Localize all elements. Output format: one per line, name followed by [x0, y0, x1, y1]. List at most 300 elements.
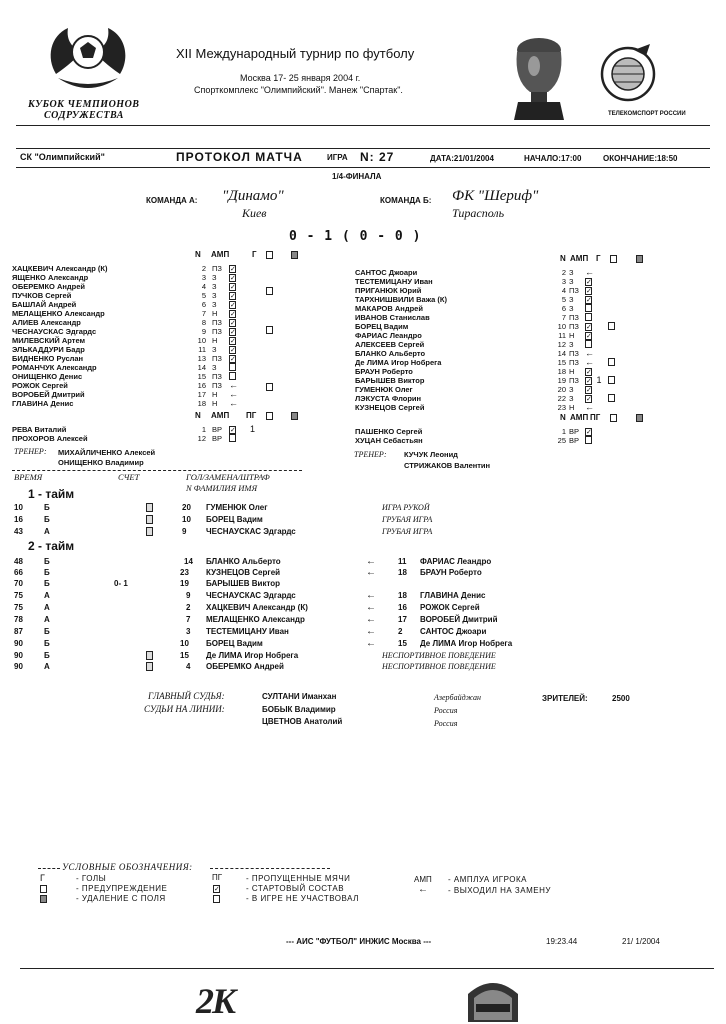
team-b-gk-name: ПАШЕНКО Сергей	[355, 427, 423, 436]
event-player-number: 7	[186, 615, 191, 624]
event-minute: 87	[14, 627, 23, 636]
legend-goal-key: Г	[40, 873, 45, 883]
team-b-player-name: Де ЛИМА Игор Нобрега	[355, 358, 442, 367]
footer-time: 19:23.44	[546, 937, 578, 946]
not-played-box-icon	[585, 313, 592, 321]
substitution-arrow-icon: ←	[366, 590, 376, 601]
event-sub-number: 2	[398, 627, 403, 636]
team-a-player-number: 2	[201, 264, 206, 273]
team-a-player-number: 10	[197, 336, 206, 345]
team-b-player-position: ПЗ	[569, 313, 579, 322]
team-b-player-name: ИВАНОВ Станислав	[355, 313, 430, 322]
starting-lineup-check-icon: ✓	[230, 302, 236, 309]
team-b-player-position: ПЗ	[569, 322, 579, 331]
starting-lineup-check-icon: ✓	[586, 378, 592, 385]
starting-lineup-check-icon: ✓	[586, 333, 592, 340]
gk-a-col-red-icon	[291, 412, 298, 420]
yellow-card-icon	[146, 651, 153, 660]
event-player-number: 14	[184, 557, 193, 566]
protocol-top-rule	[16, 148, 710, 149]
team-b-player-position: Н	[569, 403, 575, 412]
team-a-player-name: ЧЕСНАУСКАС Эдгардс	[12, 327, 97, 336]
event-player-name: ЧЕСНАУСКАС Эдгардс	[206, 527, 296, 536]
team-a-player-position: ПЗ	[212, 264, 222, 273]
yellow-card-icon	[146, 662, 153, 671]
starting-lineup-check-icon: ✓	[230, 338, 236, 345]
goals-conceded: 1	[250, 424, 256, 434]
team-a-player-name: МИЛЕВСКИЙ Артем	[12, 336, 86, 345]
event-player-number: 19	[180, 579, 189, 588]
goal-count	[594, 295, 604, 304]
team-b-player-number: 7	[561, 313, 566, 322]
team-a-player-name: БАШЛАЙ Андрей	[12, 300, 77, 309]
event-sub-number: 16	[398, 603, 407, 612]
event-team: Б	[44, 651, 50, 660]
substitution-arrow-icon: ←	[366, 638, 376, 649]
team-a-roster-names	[12, 264, 192, 408]
event-row	[14, 502, 534, 513]
event-minute: 48	[14, 557, 23, 566]
event-team: Б	[44, 557, 50, 566]
team-b-player-position: ПЗ	[569, 286, 579, 295]
stage-label: 1/4-ФИНАЛА	[332, 172, 382, 181]
yellow-card-icon	[266, 326, 273, 334]
event-sub-name: Де ЛИМА Игор Нобрега	[420, 639, 513, 648]
event-row	[14, 638, 534, 649]
legend-red-card-desc: - УДАЛЕНИЕ С ПОЛЯ	[76, 894, 166, 903]
event-player-name: Де ЛИМА Игор Нобрега	[206, 651, 299, 660]
events-col-time: ВРЕМЯ	[14, 472, 43, 482]
team-a-player-name: ГЛАВИНА Денис	[12, 399, 74, 408]
event-minute: 90	[14, 651, 23, 660]
event-team: Б	[44, 503, 50, 512]
team-a-roster-amp	[212, 264, 228, 408]
team-b-player-number: 15	[557, 358, 566, 367]
team-b-player-name: САНТОС Джоари	[355, 268, 418, 277]
event-team: Б	[44, 568, 50, 577]
team-b-city: Тирасполь	[452, 206, 505, 220]
substitute-arrow-icon: ←	[229, 389, 238, 399]
team-b-gk-position: ВР	[569, 427, 580, 436]
starting-lineup-check-icon: ✓	[586, 288, 592, 295]
event-sub-name: ФАРИАС Леандро	[420, 557, 492, 566]
legend-start-desc: - СТАРТОВЫЙ СОСТАВ	[246, 884, 345, 893]
team-b-col-g: Г	[596, 254, 601, 263]
team-b-gk-conceded	[596, 427, 606, 445]
team-a-player-position: ПЗ	[212, 354, 222, 363]
footer-rule	[20, 968, 714, 969]
legend-pg-key: ПГ	[212, 873, 223, 882]
team-b-player-number: 5	[561, 295, 566, 304]
team-a-player-position: ПЗ	[212, 318, 222, 327]
event-player-number: 9	[186, 591, 191, 600]
event-minute: 16	[14, 515, 23, 524]
team-a-roster-status	[229, 264, 241, 408]
trophy-icon	[504, 30, 574, 122]
team-a-player-number: 9	[201, 327, 206, 336]
protocol-mid-rule	[16, 167, 710, 168]
team-b-player-position: Н	[569, 367, 575, 376]
event-team: А	[44, 662, 50, 671]
referee-label: ГЛАВНЫЙ СУДЬЯ:	[148, 691, 225, 701]
team-a-player-position: З	[212, 273, 217, 282]
team-b-player-name: ТЕСТЕМИЦАНУ Иван	[355, 277, 433, 286]
team-a-player-number: 8	[201, 318, 206, 327]
team-a-coach-1: МИХАЙЛИЧЕНКО Алексей	[58, 448, 156, 457]
linesman-1-name: БОБЫК Владимир	[262, 705, 336, 714]
starting-lineup-check-icon: ✓	[586, 279, 592, 286]
goals-conceded	[250, 434, 260, 443]
event-team: Б	[44, 627, 50, 636]
yellow-card-icon	[266, 383, 273, 391]
starting-lineup-check-icon: ✓	[230, 311, 236, 318]
spectators-count: 2500	[612, 694, 630, 703]
team-b-col-n: N	[560, 254, 566, 263]
starting-lineup-check-icon: ✓	[586, 429, 592, 436]
telecomsport-emblem-icon	[594, 40, 662, 106]
gk-a-col-pg: ПГ	[246, 411, 257, 420]
event-minute: 70	[14, 579, 23, 588]
team-a-coach-label: ТРЕНЕР:	[14, 447, 47, 456]
cup-logo-icon	[38, 18, 138, 100]
events-col-type: ГОЛ/ЗАМЕНА/ШТРАФ	[186, 472, 270, 482]
event-team: Б	[44, 639, 50, 648]
event-player-name: ТЕСТЕМИЦАНУ Иван	[206, 627, 289, 636]
gk-b-col-red-icon	[636, 414, 643, 422]
team-a-player-position: ПЗ	[212, 372, 222, 381]
sponsor-logo-2k: 2K	[196, 981, 235, 1021]
team-b-player-number: 10	[557, 322, 566, 331]
team-b-player-name: БОРЕЦ Вадим	[355, 322, 409, 331]
not-played-box-icon	[229, 372, 236, 380]
team-b-coach-1: КУЧУК Леонид	[404, 450, 458, 459]
team-b-player-position: Н	[569, 331, 575, 340]
team-a-player-position: З	[212, 291, 217, 300]
team-a-player-number: 13	[197, 354, 206, 363]
team-b-player-name: КУЗНЕЦОВ Сергей	[355, 403, 425, 412]
logo-text-1: КУБОК ЧЕМПИОНОВ	[28, 99, 140, 110]
gk-a-col-warn-icon	[266, 412, 273, 420]
event-player-number: 10	[180, 639, 189, 648]
yellow-card-icon	[146, 503, 153, 512]
substitution-arrow-icon: ←	[366, 602, 376, 613]
team-a-roster-numbers	[192, 264, 206, 408]
team-b-col-amp: АМП	[570, 254, 589, 263]
team-b-roster-names	[355, 268, 535, 412]
legend-rule-right	[210, 868, 330, 869]
not-played-box-icon	[229, 363, 236, 371]
team-b-player-position: З	[569, 340, 574, 349]
event-player-name: ЧЕСНАУСКАС Эдгардс	[206, 591, 296, 600]
event-team: А	[44, 591, 50, 600]
event-reason: НЕСПОРТИВНОЕ ПОВЕДЕНИЕ	[382, 651, 496, 660]
events-col-player: N ФАМИЛИЯ ИМЯ	[186, 483, 258, 493]
team-b-player-position: ПЗ	[569, 349, 579, 358]
team-b-player-name: БРАУН Роберто	[355, 367, 413, 376]
team-b-gk-name: ХУЦАН Себастьян	[355, 436, 423, 445]
event-team: А	[44, 603, 50, 612]
half-1-label: 1 - тайм	[28, 487, 75, 501]
substitute-arrow-icon: ←	[229, 398, 238, 408]
event-player-name: БОРЕЦ Вадим	[206, 515, 263, 524]
team-b-player-number: 19	[557, 376, 566, 385]
team-a-player-position: З	[212, 300, 217, 309]
starting-lineup-check-icon: ✓	[230, 275, 236, 282]
team-b-player-number: 6	[561, 304, 566, 313]
goal-count: 1	[596, 375, 602, 385]
event-row	[14, 590, 534, 601]
team-a-player-name: ОНИЩЕНКО Денис	[12, 372, 83, 381]
event-player-number: 9	[182, 527, 187, 536]
team-b-player-number: 12	[557, 340, 566, 349]
event-reason: ИГРА РУКОЙ	[382, 503, 430, 512]
team-a-gk-amp	[212, 425, 228, 443]
event-team: А	[44, 615, 50, 624]
team-a-label: КОМАНДА А:	[146, 196, 198, 205]
team-a-gk-position: ВР	[212, 425, 223, 434]
event-player-name: ГУМЕНЮК Олег	[206, 503, 268, 512]
goal-count	[594, 304, 604, 313]
event-row	[14, 514, 534, 525]
header-divider	[16, 125, 710, 126]
team-b-player-name: БАРЫШЕВ Виктор	[355, 376, 425, 385]
team-a-player-number: 11	[198, 345, 206, 354]
team-a-goalkeepers	[12, 425, 192, 443]
team-a-player-number: 4	[201, 282, 206, 291]
not-played-box-icon	[229, 434, 236, 442]
legend-not-played-desc: - В ИГРЕ НЕ УЧАСТВОВАЛ	[246, 894, 359, 903]
team-a-gk-name: РЕВА Виталий	[12, 425, 67, 434]
team-a-col-g: Г	[252, 250, 257, 259]
starting-lineup-check-icon: ✓	[586, 369, 592, 376]
team-b-player-number: 2	[561, 268, 566, 277]
team-b-player-number: 22	[557, 394, 566, 403]
logo-text-2: СОДРУЖЕСТВА	[44, 110, 124, 121]
yellow-card-icon	[608, 394, 615, 402]
legend-goal-desc: - ГОЛЫ	[76, 874, 107, 883]
events-divider	[12, 470, 302, 471]
team-b-player-position: З	[569, 277, 574, 286]
event-row	[14, 602, 534, 613]
team-b-player-number: 18	[557, 367, 566, 376]
team-a-gk-position: ВР	[212, 434, 223, 443]
event-row	[14, 526, 534, 537]
goal-count	[594, 403, 604, 412]
legend-pg-desc: - ПРОПУЩЕННЫЕ МЯЧИ	[246, 874, 351, 883]
team-b-player-number: 23	[557, 403, 566, 412]
goal-count	[594, 322, 604, 331]
team-b-roster-numbers	[552, 268, 566, 412]
event-player-name: БАРЫШЕВ Виктор	[206, 579, 281, 588]
team-a-player-number: 17	[197, 390, 206, 399]
team-a-col-red-icon	[291, 251, 298, 259]
team-b-gk-numbers	[552, 427, 566, 445]
game-label: ИГРА	[327, 153, 348, 162]
team-a-player-number: 5	[201, 291, 206, 300]
team-a-gk-status	[229, 425, 241, 443]
team-b-player-position: З	[569, 304, 574, 313]
event-player-name: БЛАНКО Альберто	[206, 557, 281, 566]
goal-count	[594, 268, 604, 277]
legend-sub-desc: - ВЫХОДИЛ НА ЗАМЕНУ	[448, 886, 551, 895]
team-b-gk-amp	[569, 427, 585, 445]
legend-amp-desc: - АМПЛУА ИГРОКА	[448, 875, 527, 884]
starting-lineup-check-icon: ✓	[230, 427, 236, 434]
starting-lineup-check-icon: ✓	[586, 387, 592, 394]
sponsor-badge-icon	[462, 976, 524, 1022]
team-a-player-position: З	[212, 282, 217, 291]
team-a-player-position: ПЗ	[212, 381, 222, 390]
team-a-player-name: МЕЛАЩЕНКО Александр	[12, 309, 105, 318]
goal-count	[594, 286, 604, 295]
match-end: ОКОНЧАНИЕ:18:50	[603, 154, 678, 163]
team-b-label: КОМАНДА Б:	[380, 196, 432, 205]
event-score: 0- 1	[114, 579, 128, 588]
event-team: А	[44, 527, 50, 536]
event-player-number: 2	[186, 603, 191, 612]
legend-start-check-icon: ✓	[214, 886, 220, 893]
event-player-number: 15	[180, 651, 189, 660]
starting-lineup-check-icon: ✓	[230, 320, 236, 327]
substitution-arrow-icon: ←	[366, 556, 376, 567]
team-a-player-position: Н	[212, 390, 218, 399]
team-a-player-name: РОЖОК Сергей	[12, 381, 68, 390]
event-sub-number: 17	[398, 615, 407, 624]
starting-lineup-check-icon: ✓	[230, 347, 236, 354]
event-sub-number: 15	[398, 639, 407, 648]
event-row	[14, 650, 534, 661]
event-player-number: 4	[186, 662, 191, 671]
goal-count	[594, 277, 604, 286]
referee-name: СУЛТАНИ Иманхан	[262, 692, 337, 701]
yellow-card-icon	[608, 376, 615, 384]
team-b-player-position: З	[569, 394, 574, 403]
team-a-player-name: ОБЕРЕМКО Андрей	[12, 282, 86, 291]
gk-b-col-warn-icon	[610, 414, 617, 422]
event-sub-name: ВОРОБЕЙ Дмитрий	[420, 615, 498, 624]
team-b-gk-position: ВР	[569, 436, 580, 445]
team-b-player-name: ФАРИАС Леандро	[355, 331, 422, 340]
starting-lineup-check-icon: ✓	[230, 284, 236, 291]
team-b-player-name: БЛАНКО Альберто	[355, 349, 426, 358]
event-sub-name: БРАУН Роберто	[420, 568, 482, 577]
team-a-col-warn-icon	[266, 251, 273, 259]
team-b-gk-number: 25	[557, 436, 566, 445]
event-player-name: ОБЕРЕМКО Андрей	[206, 662, 284, 671]
gk-b-col-amp: АМП	[570, 413, 589, 422]
team-b-player-name: МАКАРОВ Андрей	[355, 304, 423, 313]
team-b-player-name: ПРИГАНЮК Юрий	[355, 286, 422, 295]
event-reason: ГРУБАЯ ИГРА	[382, 527, 433, 536]
legend-red-card-icon	[40, 895, 47, 903]
not-played-box-icon	[585, 304, 592, 312]
team-b-player-number: 20	[557, 385, 566, 394]
team-a-player-name: АЛИЕВ Александр	[12, 318, 81, 327]
game-number: N: 27	[360, 150, 395, 164]
emblem-caption: ТЕЛЕКОМСПОРТ РОССИИ	[608, 111, 686, 117]
event-player-name: МЕЛАЩЕНКО Александр	[206, 615, 305, 624]
event-minute: 75	[14, 591, 23, 600]
team-a-player-position: Н	[212, 309, 218, 318]
team-b-goals-column	[594, 268, 604, 412]
goal-count	[594, 358, 604, 367]
linesman-2-name: ЦВЕТНОВ Анатолий	[262, 717, 343, 726]
yellow-card-icon	[266, 287, 273, 295]
linesman-1-country: Россия	[434, 706, 458, 715]
goal-count	[594, 331, 604, 340]
spectators-label: ЗРИТЕЛЕЙ:	[542, 694, 588, 703]
event-minute: 90	[14, 662, 23, 671]
event-player-number: 23	[180, 568, 189, 577]
substitute-arrow-icon: ←	[229, 380, 238, 390]
team-a-gk-number: 12	[197, 434, 206, 443]
team-b-coach-2: СТРИЖАКОВ Валентин	[404, 461, 491, 470]
gk-b-col-pg: ПГ	[590, 413, 601, 422]
team-b-player-number: 3	[561, 277, 566, 286]
substitute-arrow-icon: ←	[585, 267, 594, 277]
gk-a-col-amp: АМП	[211, 411, 230, 420]
team-a-player-name: РОМАНЧУК Александр	[12, 363, 97, 372]
team-a-player-number: 3	[201, 273, 206, 282]
match-date: ДАТА:21/01/2004	[430, 154, 494, 163]
goal-count	[594, 349, 604, 358]
event-minute: 43	[14, 527, 23, 536]
team-b-player-number: 4	[561, 286, 566, 295]
event-sub-name: ГЛАВИНА Денис	[420, 591, 486, 600]
event-minute: 90	[14, 639, 23, 648]
legend-sub-arrow-icon: ←	[418, 884, 428, 895]
footer-date: 21/ 1/2004	[622, 937, 660, 946]
event-sub-name: САНТОС Джоари	[420, 627, 487, 636]
referee-country: Азербайджан	[434, 693, 481, 702]
team-b-player-position: З	[569, 268, 574, 277]
team-b-coach-label: ТРЕНЕР:	[354, 450, 387, 459]
yellow-card-icon	[146, 527, 153, 536]
event-sub-name: РОЖОК Сергей	[420, 603, 480, 612]
linesmen-label: СУДЬИ НА ЛИНИИ:	[144, 704, 225, 714]
starting-lineup-check-icon: ✓	[586, 324, 592, 331]
stadium-name: СК "Олимпийский"	[20, 152, 105, 162]
goal-count	[594, 394, 604, 403]
team-a-player-number: 14	[197, 363, 206, 372]
team-a-player-name: ХАЦКЕВИЧ Александр (К)	[12, 264, 108, 273]
event-row	[14, 567, 534, 578]
team-a-player-number: 15	[197, 372, 206, 381]
substitute-arrow-icon: ←	[585, 357, 594, 367]
tournament-dates: Москва 17- 25 января 2004 г.	[240, 73, 361, 83]
gk-b-col-n: N	[560, 413, 566, 422]
protocol-title: ПРОТОКОЛ МАТЧА	[176, 150, 303, 164]
team-b-player-position: З	[569, 385, 574, 394]
team-b-gk-number: 1	[561, 427, 566, 436]
legend-amp-key: АМП	[414, 875, 432, 884]
event-minute: 78	[14, 615, 23, 624]
legend-warning-icon	[40, 885, 47, 893]
team-a-gk-number: 1	[201, 425, 206, 434]
starting-lineup-check-icon: ✓	[586, 297, 592, 304]
team-b-player-name: АЛЕКСЕЕВ Сергей	[355, 340, 425, 349]
team-b-goalkeepers	[355, 427, 535, 445]
team-a-player-number: 6	[201, 300, 206, 309]
event-player-number: 3	[186, 627, 191, 636]
yellow-card-icon	[608, 358, 615, 366]
team-a-player-position: З	[212, 345, 217, 354]
team-a-player-position: Н	[212, 399, 218, 408]
event-player-name: КУЗНЕЦОВ Сергей	[206, 568, 281, 577]
footer-system: --- АИС "ФУТБОЛ" ИНЖИС Москва ---	[286, 937, 432, 946]
team-a-name: "Динамо"	[222, 188, 284, 204]
team-b-player-position: ПЗ	[569, 376, 579, 385]
